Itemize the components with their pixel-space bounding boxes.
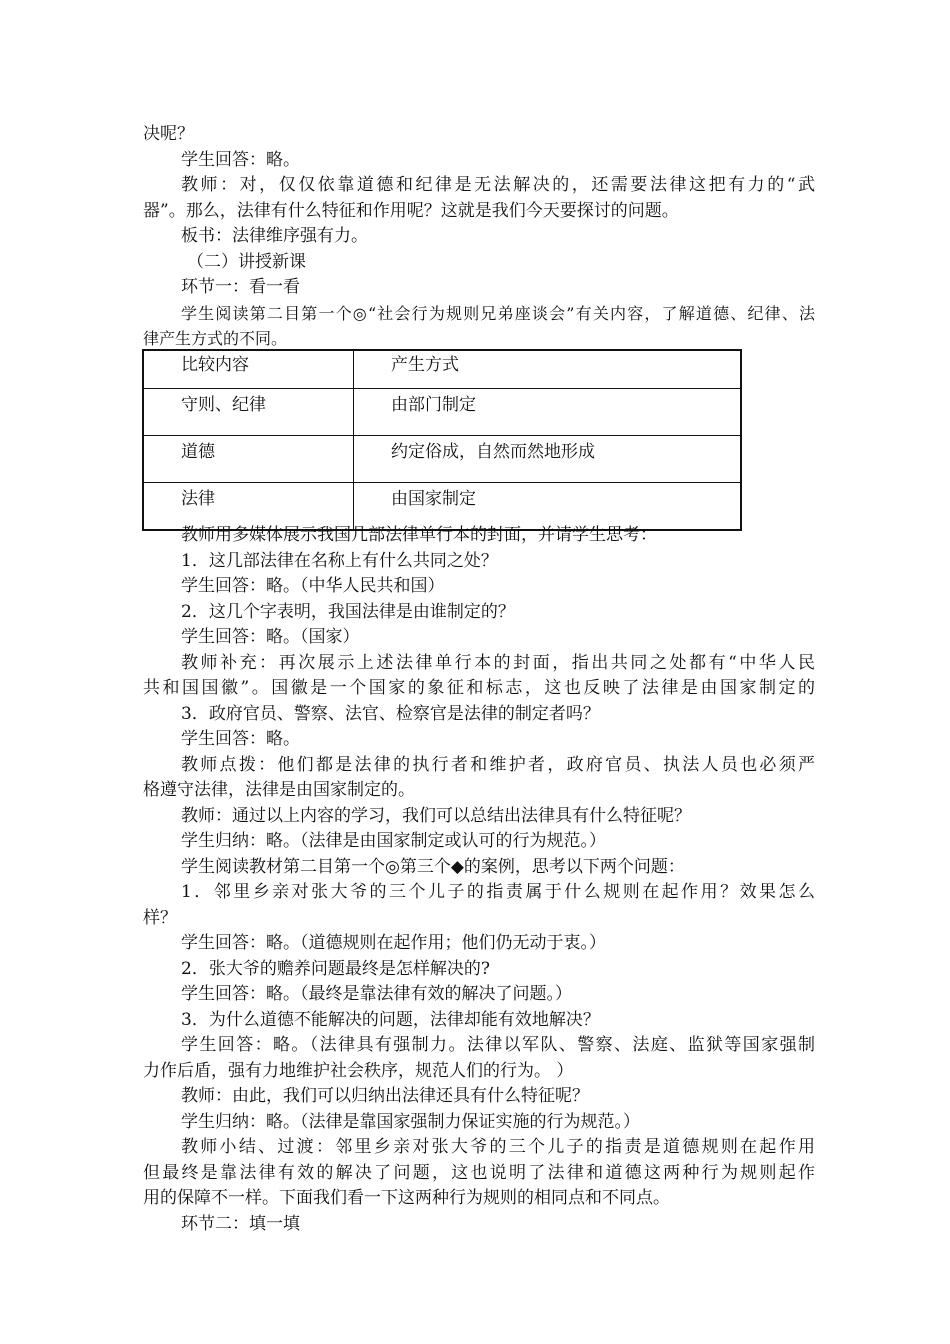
paragraph-line: 教师：对，仅仅依靠道德和纪律是无法解决的，还需要法律这把有力的“武 <box>181 175 815 195</box>
paragraph-line: 用的保障不一样。下面我们看一下这两种行为规则的相同点和不同点。 <box>143 1188 670 1208</box>
paragraph-line: 学生阅读教材第二目第一个◎第三个◆的案例，思考以下两个问题： <box>181 856 685 877</box>
paragraph-line: 教师：由此，我们可以归纳出法律还具有什么特征呢？ <box>181 1086 589 1106</box>
paragraph-line: 教师补充：再次展示上述法律单行本的封面，指出共同之处都有“中华人民 <box>181 652 815 673</box>
table-row <box>143 436 741 483</box>
table-header-row <box>143 350 741 389</box>
question-line: 2．这几个字表明，我国法律是由谁制定的？ <box>181 601 515 622</box>
paragraph-line: 器”。那么，法律有什么特征和作用呢？这就是我们今天要探讨的问题。 <box>143 200 679 221</box>
answer-line: 学生回答：略。（法律具有强制力。法律以军队、警察、法庭、监狱等国家强制 <box>181 1035 815 1055</box>
table-cell: 道德 <box>143 436 354 483</box>
upper-text <box>143 122 815 352</box>
paragraph-line: 决呢？ <box>143 124 194 144</box>
paragraph-line: 板书：法律维序强有力。 <box>181 226 368 246</box>
paragraph-line: 格遵守法律，法律是由国家制定的。 <box>143 780 415 800</box>
table-row <box>143 389 741 436</box>
table-cell: 约定俗成，自然而然地形成 <box>354 436 742 483</box>
paragraph-line: 教师点拨：他们都是法律的执行者和维护者，政府官员、执法人员也必须严 <box>181 754 815 775</box>
question-line: 1．这几部法律在名称上有什么共同之处？ <box>181 550 498 571</box>
question-line: 样？ <box>143 907 177 928</box>
paragraph-line: 共和国国徽”。国徽是一个国家的象征和标志，这也反映了法律是由国家制定的 <box>143 678 815 698</box>
paragraph-line: 教师：通过以上内容的学习，我们可以总结出法律具有什么特征呢？ <box>181 805 691 826</box>
table-header-cell: 比较内容 <box>143 350 354 389</box>
section-heading: （二）讲授新课 <box>187 251 306 272</box>
answer-line: 学生回答：略。 <box>181 729 300 749</box>
paragraph-line: 教师小结、过渡：邻里乡亲对张大爷的三个儿子的指责是道德规则在起作用 <box>181 1137 815 1157</box>
answer-line: 学生回答：略。（中华人民共和国） <box>181 576 445 596</box>
paragraph-line: 教师用多媒体展示我国几部法律单行本的封面，并请学生思考： <box>181 525 657 545</box>
answer-line: 学生回答：略。（道德规则在起作用；他们仍无动于衷。） <box>181 933 606 953</box>
table-cell: 法律 <box>143 483 354 531</box>
table-cell: 守则、纪律 <box>143 389 354 436</box>
comparison-table <box>142 349 742 531</box>
question-line: 3．为什么道德不能解决的问题，法律却能有效地解决？ <box>181 1009 600 1030</box>
answer-line: 学生归纳：略。（法律是由国家制定或认可的行为规范。） <box>181 831 606 851</box>
answer-line: 学生回答：略。（最终是靠法律有效的解决了问题。） <box>181 984 572 1004</box>
lower-text <box>143 523 815 1237</box>
answer-line: 学生回答：略。（国家） <box>181 627 360 647</box>
table-cell: 由国家制定 <box>354 483 742 531</box>
subsection-heading: 环节二：填一填 <box>181 1213 300 1234</box>
question-line: 3．政府官员、警察、法官、检察官是法律的制定者吗？ <box>181 703 600 724</box>
subsection-heading: 环节一：看一看 <box>181 277 300 297</box>
question-line: 1．邻里乡亲对张大爷的三个儿子的指责属于什么规则在起作用？效果怎么 <box>181 882 815 902</box>
paragraph-line: 学生阅读第二目第一个◎“社会行为规则兄弟座谈会”有关内容，了解道德、纪律、法 <box>181 303 815 323</box>
table-header-cell: 产生方式 <box>354 350 742 389</box>
answer-line: 学生归纳：略。（法律是靠国家强制力保证实施的行为规范。） <box>181 1111 640 1132</box>
table-cell: 由部门制定 <box>354 389 742 436</box>
paragraph-line: 律产生方式的不同。 <box>143 329 288 348</box>
answer-line: 力作后盾，强有力地维护社会秩序，规范人们的行为。 ） <box>143 1060 574 1081</box>
paragraph-line: 但最终是靠法律有效的解决了问题，这也说明了法律和道德这两种行为规则起作 <box>143 1162 815 1183</box>
paragraph-line: 学生回答：略。 <box>181 149 300 170</box>
question-line: 2．张大爷的赡养问题最终是怎样解决的? <box>181 958 490 979</box>
